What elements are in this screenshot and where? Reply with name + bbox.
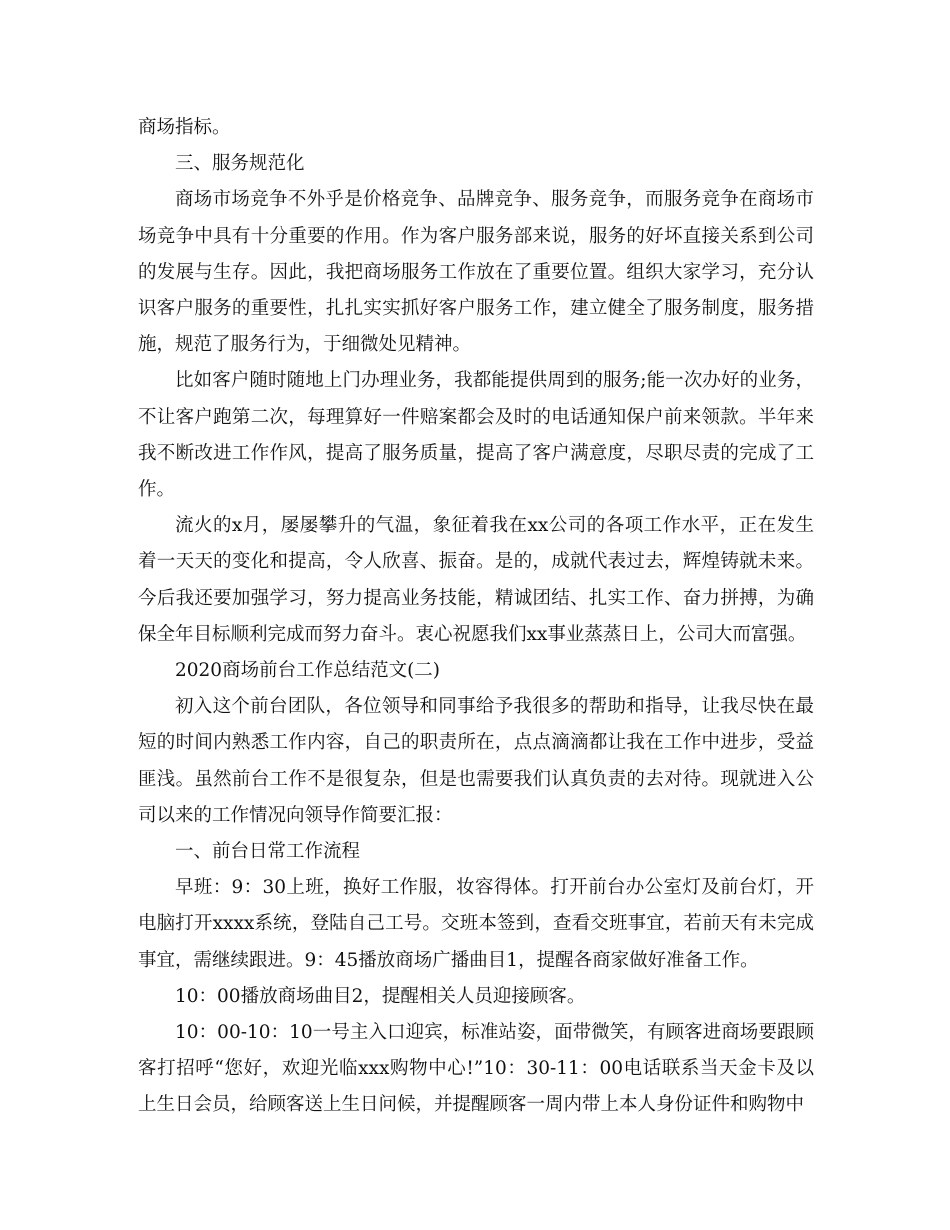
section-heading-front-desk-workflow: 一、前台日常工作流程: [175, 841, 361, 863]
paragraph: 10：00播放商场曲目2，提醒相关人员迎接顾客。: [175, 985, 586, 1007]
paragraph: 10：00-10：10一号主入口迎宾，标准站姿，面带微笑，有顾客进商场要跟顾客打招呼“您好，欢迎光临xxx购物中心!”10：30-11：00电话联系当天金卡及以上生日会员，给顾客送上生日问候，并提醒顾客一周内带上本人身份证件和购物中: [138, 1022, 814, 1116]
section-heading-service-standardization: 三、服务规范化: [175, 153, 305, 175]
paragraph-continuation: 商场指标。: [138, 117, 231, 138]
paragraph: 比如客户随时随地上门办理业务，我都能提供周到的服务;能一次办好的业务，不让客户跑第二次，每理算好一件赔案都会及时的电话通知保户前来领款。半年来我不断改进工作作风，提高了服务质量，提高了客户满意度，尽职尽责的完成了工作。: [138, 370, 814, 501]
paragraph: 商场市场竞争不外乎是价格竞争、品牌竞争、服务竞争，而服务竞争在商场市场竞争中具有十分重要的作用。作为客户服务部来说，服务的好坏直接关系到公司的发展与生存。因此，我把商场服务工作放在了重要位置。组织大家学习，充分认识客户服务的重要性，扎扎实实抓好客户服务工作，建立健全了服务制度，服务措施，规范了服务行为，于细微处见精神。: [138, 189, 814, 356]
paragraph: 流火的x月，屡屡攀升的气温，象征着我在xx公司的各项工作水平，正在发生着一天天的变化和提高，令人欣喜、振奋。是的，成就代表过去，辉煌铸就未来。今后我还要加强学习，努力提高业务技能，精诚团结、扎实工作、奋力拼搏，为确保全年目标顺利完成而努力奋斗。衷心祝愿我们xx事业蒸蒸日上，公司大而富强。: [138, 515, 814, 645]
document-subtitle: 2020商场前台工作总结范文(二): [175, 660, 441, 682]
document-body: [138, 110, 814, 1124]
paragraph: 早班：9：30上班，换好工作服，妆容得体。打开前台办公室灯及前台灯，开电脑打开xxxx系统，登陆自己工号。交班本签到，查看交班事宜，若前天有未完成事宜，需继续跟进。9：45播放商场广播曲目1，提醒各商家做好准备工作。: [138, 877, 814, 971]
paragraph: 初入这个前台团队，各位领导和同事给予我很多的帮助和指导，让我尽快在最短的时间内熟悉工作内容，自己的职责所在，点点滴滴都让我在工作中进步，受益匪浅。虽然前台工作不是很复杂，但是也需要我们认真负责的去对待。现就进入公司以来的工作情况向领导作简要汇报：: [138, 696, 814, 826]
